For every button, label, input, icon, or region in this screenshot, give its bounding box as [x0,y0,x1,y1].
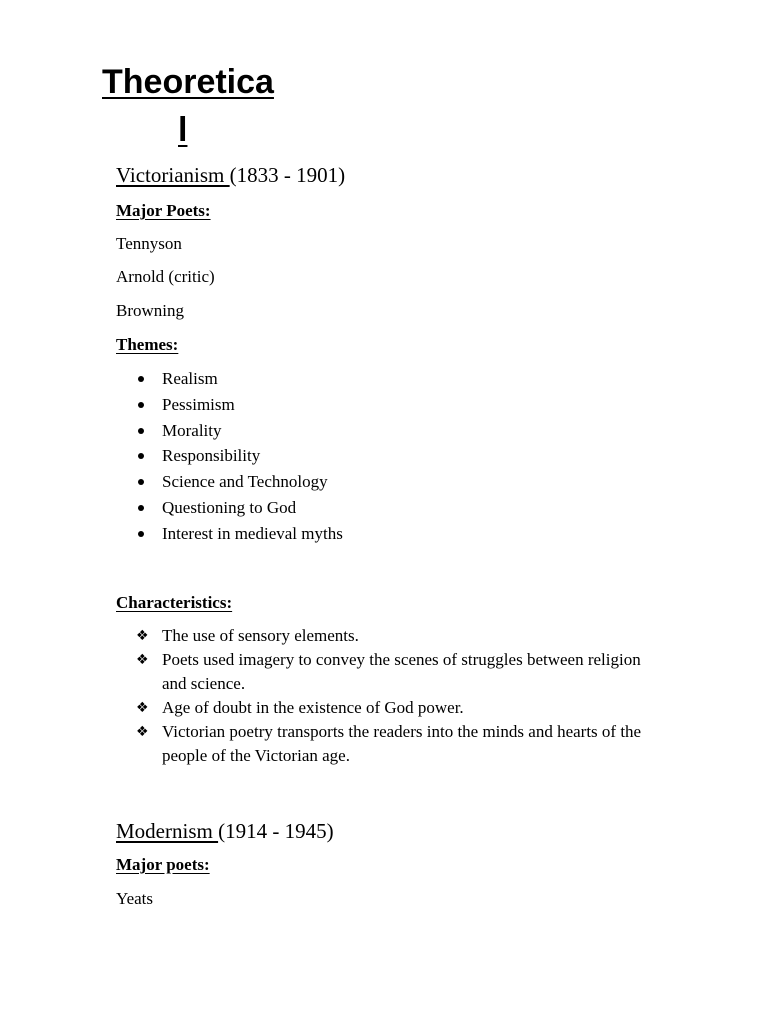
bullet-icon [138,428,144,434]
bullet-icon [138,376,144,382]
characteristic-item: ❖ Poets used imagery to convey the scenes of struggles between religion and science. [136,650,641,693]
theme-item: Questioning to God [116,495,636,521]
diamond-bullet-icon: ❖ [136,700,149,716]
document-title [102,62,272,150]
diamond-bullet-icon: ❖ [136,628,149,644]
characteristic-item: ❖ Age of doubt in the existence of God power. [116,696,656,720]
theme-item: Morality [116,418,636,444]
victorianism-heading [116,162,345,188]
modernism-dates: (1914 - 1945) [218,819,334,843]
modernism-heading [116,818,334,844]
theme-item: Responsibility [116,443,636,469]
bullet-icon [138,402,144,408]
characteristic-item: ❖ Victorian poetry transports the readers into the minds and hearts of the people of the Victorian age. [136,722,642,765]
poet-item: Arnold (critic) [116,267,215,286]
characteristics-list [116,624,656,768]
modernism-major-poets-label: Major poets: [116,855,210,874]
theme-item: Interest in medieval myths [116,521,636,547]
title-line-1: Theoretica [102,63,274,101]
modernism-name: Modernism [116,819,219,843]
victorianism-name: Victorianism [116,163,230,187]
theme-item: Science and Technology [116,469,636,495]
theme-item: Realism [116,366,636,392]
diamond-bullet-icon: ❖ [136,724,149,740]
themes-list [116,366,636,547]
title-line-2: l [178,111,188,149]
poet-item: Yeats [116,889,154,908]
themes-label: Themes: [116,335,179,354]
theme-item: Pessimism [116,392,636,418]
characteristics-label: Characteristics: [116,593,233,612]
victorianism-dates: (1833 - 1901) [229,163,346,187]
bullet-icon [138,453,144,459]
victorianism-major-poets-label: Major Poets: [116,201,211,220]
poet-item: Browning [116,301,184,320]
characteristic-item: ❖ The use of sensory elements. [116,624,656,648]
poet-item: Tennyson [116,234,182,253]
diamond-bullet-icon: ❖ [136,652,149,668]
bullet-icon [138,531,144,537]
bullet-icon [138,479,144,485]
bullet-icon [138,505,144,511]
